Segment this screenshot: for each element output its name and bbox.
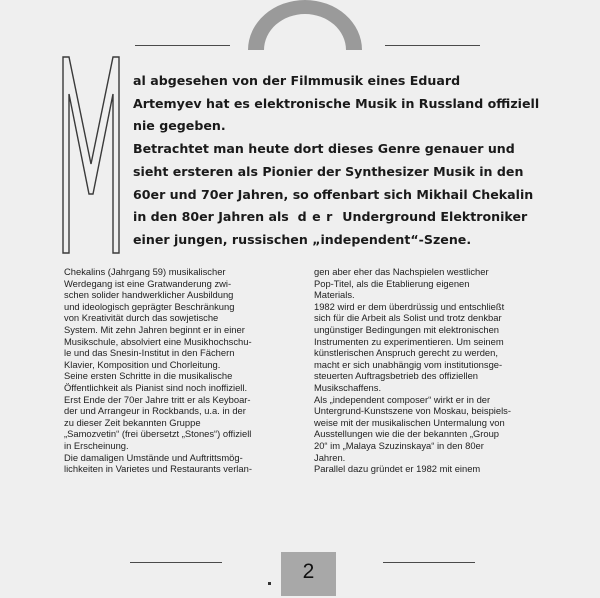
body-line: Chekalins (Jahrgang 59) musikalischer — [64, 266, 226, 277]
body-line: ungünstiger Bedingungen mit elektronischen — [314, 323, 500, 335]
body-line: Musikschule, absolviert eine Musikhochschu- — [64, 335, 252, 347]
top-rule-left — [135, 45, 230, 46]
body-line: Parallel dazu gründet er 1982 mit einem — [314, 463, 481, 475]
intro-line: 60er und 70er Jahren, so offenbart sich Mikhail Chekalin — [133, 186, 534, 202]
body-line: System. Mit zehn Jahren beginnt er in einer — [64, 323, 245, 335]
body-line: Musikschaffens. — [314, 381, 382, 393]
body-line: künstlerischen Anspruch gerecht zu werden, — [314, 347, 498, 359]
intro-text: in den 80er Jahren als — [133, 209, 289, 225]
right-column — [314, 266, 544, 475]
intro-line: Betrachtet man heute dort dieses Genre genauer und — [133, 141, 515, 157]
body-line: Als „independent composer“ wirkt er in der — [314, 393, 491, 405]
body-line: von Kreativität durch das sowjetische — [64, 312, 219, 324]
body-line: Pop-Titel, als die Etablierung eigenen — [314, 277, 470, 289]
top-rule-right — [385, 45, 480, 46]
body-line: macht er sich unabhängig vom institutionsge- — [314, 358, 503, 370]
intro-line — [133, 206, 573, 229]
body-line: Die damaligen Umstände und Auftrittsmög- — [64, 451, 243, 463]
intro-text: Underground Elektroniker — [342, 209, 528, 225]
body-line: und ideologisch geprägter Beschränkung — [64, 300, 235, 312]
body-line: 1982 wird er dem überdrüssig und entschließt — [314, 300, 505, 312]
intro-line: nie gegeben. — [133, 118, 226, 134]
body-line: weise mit der musikalischen Untermalung von — [314, 416, 505, 428]
emphasis-der: der — [297, 209, 338, 225]
body-line: sich für die Arbeit als Solist und trotz denkbar — [314, 312, 502, 324]
left-column — [64, 266, 294, 475]
intro-line: al abgesehen von der Filmmusik eines Eduard — [133, 73, 461, 88]
body-line: Untergrund-Kunstszene von Moskau, beispiels- — [314, 405, 511, 417]
body-line: Instrumenten zu experimentieren. Um seinem — [314, 335, 504, 347]
intro-line: einer jungen, russischen „independent“-Szene. — [133, 231, 472, 247]
intro-line: Artemyev hat es elektronische Musik in Russland offiziell — [133, 95, 540, 111]
body-line: steuerten Auftragsbetrieb des offiziellen — [314, 370, 478, 382]
body-line: le und das Snesin-Institut in den Fächern — [64, 347, 235, 359]
body-line: zu dieser Zeit bekannten Gruppe — [64, 416, 201, 428]
intro-paragraph — [133, 70, 573, 252]
intro-line: sieht ersteren als Pionier der Synthesizer Musik in den — [133, 163, 524, 179]
dropcap-m — [62, 54, 120, 254]
body-line: Jahren. — [314, 451, 346, 463]
body-line: Ausstellungen wie die der bekannten „Group — [314, 428, 500, 440]
body-line: Öffentlichkeit als Pianist sind noch inoffiziell. — [64, 381, 248, 393]
bottom-rule-right — [383, 562, 475, 563]
body-line: Klavier, Komposition und Chorleitung. — [64, 358, 221, 370]
body-line: „Samozvetin“ (frei übersetzt „Stones“) offiziell — [64, 428, 252, 440]
body-line: gen aber eher das Nachspielen westlicher — [314, 266, 489, 277]
page-number: 2 — [302, 560, 315, 583]
body-line: lichkeiten in Varietes und Restaurants verlan- — [64, 463, 252, 475]
bottom-rule-left — [130, 562, 222, 563]
body-line: Seine ersten Schritte in die musikalische — [64, 370, 233, 382]
dot-marker — [268, 582, 271, 585]
body-line: der und Arrangeur in Rockbands, u.a. in der — [64, 405, 246, 417]
top-arc-ornament — [240, 0, 370, 52]
body-line: Erst Ende der 70er Jahre tritt er als Keyboar- — [64, 393, 251, 405]
page-number-box — [281, 552, 336, 596]
body-line: Materials. — [314, 289, 355, 301]
body-line: Werdegang ist eine Gratwanderung zwi- — [64, 277, 232, 289]
body-line: in Erscheinung. — [64, 439, 129, 451]
body-line: 20“ im „Malaya Szuzinskaya“ in den 80er — [314, 439, 484, 451]
body-line: schen solider handwerklicher Ausbildung — [64, 289, 234, 301]
